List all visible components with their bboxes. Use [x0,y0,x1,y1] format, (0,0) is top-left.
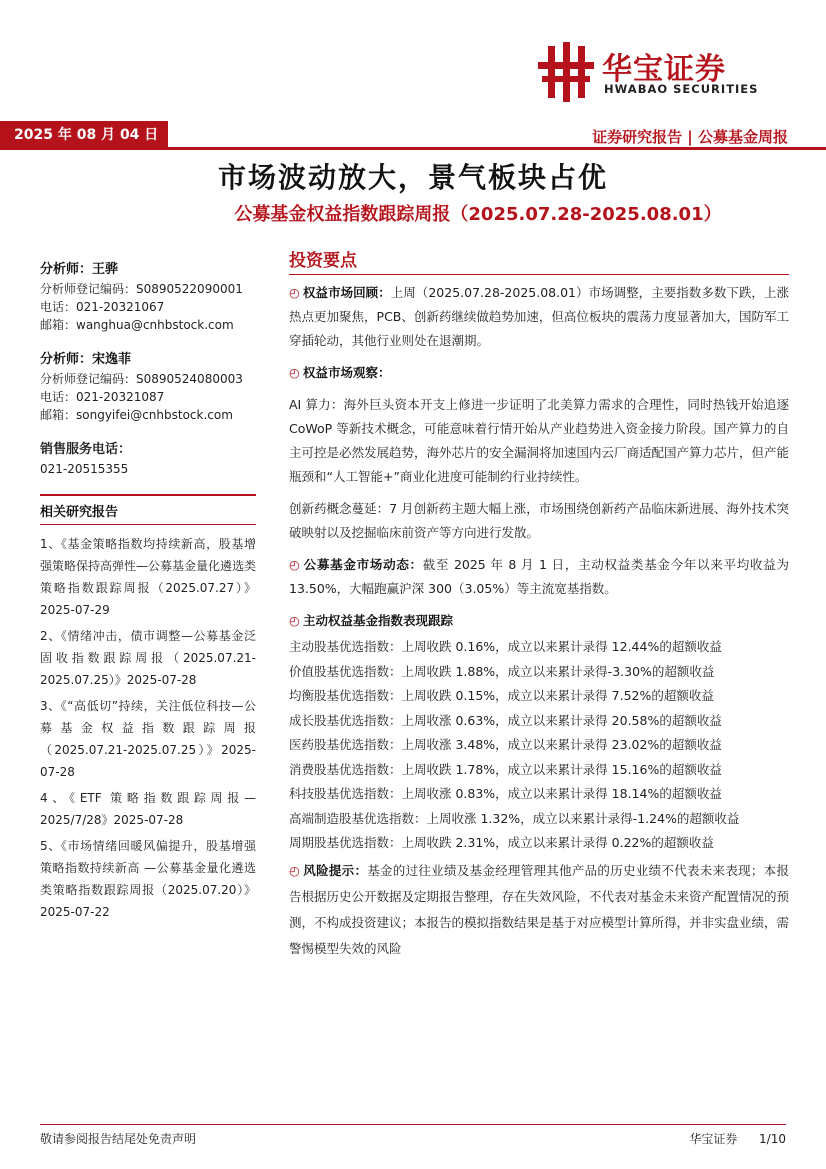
clock-bullet-icon: ◴ [289,862,300,878]
index-perf-row: 价值股基优选指数：上周收跌 1.88%，成立以来累计录得-3.30%的超额收益 [289,663,715,679]
related-report-item: 4、《ETF 策略指数跟踪周报—2025/7/28》2025-07-28 [40,791,256,827]
report-type: 证券研究报告 | 公募基金周报 [592,128,788,146]
analyst-email: 邮箱：wanghua@cnhbstock.com [40,318,234,332]
fund-market-text: 截至 2025 年 8 月 1 日，主动权益类基金今年以来平均收益为 13.50%，大幅跑赢沪深 300（3.05%）等主流宽基指数。 [289,557,789,596]
index-perf-row: 科技股基优选指数：上周收涨 0.83%，成立以来累计录得 18.14%的超额收益 [289,786,722,801]
risk-lead: 风险提示： [303,862,368,878]
index-perf-row: 成长股基优选指数：上周收涨 0.63%，成立以来累计录得 20.58%的超额收益 [289,712,722,728]
index-perf-row: 周期股基优选指数：上周收跌 2.31%，成立以来累计录得 0.22%的超额收益 [289,835,714,850]
page-number: 1/10 [759,1132,786,1146]
observe-pharma: 创新药概念蔓延：7 月创新药主题大幅上涨，市场围绕创新药产品临床新进展、海外技术突破映射以及挖掘临床前资产等方向进行发散。 [289,501,789,540]
sales-label: 销售服务电话： [40,442,132,457]
analyst-card [40,258,256,334]
section-title: 投资要点 [289,246,789,275]
index-perf-row: 医药股基优选指数：上周收涨 3.48%，成立以来累计录得 23.02%的超额收益 [289,737,722,752]
index-perf-row: 高端制造股基优选指数：上周收涨 1.32%，成立以来累计录得-1.24%的超额收益 [289,810,740,826]
related-report-item: 2、《情绪冲击，债市调整—公募基金泛固收指数跟踪周报（2025.07.21-2025.07.25）》2025-07-28 [40,629,256,687]
index-perf-heading [289,609,789,633]
footer-rule [40,1124,786,1125]
footer-company: 华宝证券 [689,1132,738,1146]
fund-market-dynamics [289,553,789,601]
index-perf-row: 消费股基优选指数：上周收跌 1.78%，成立以来累计录得 15.16%的超额收益 [289,761,722,777]
related-report-item: 5、《市场情绪回暖风偏提升，股基增强策略指数持续新高 —公募基金量化遴选类策略指数跟踪周报（2025.07.20）》2025-07-22 [40,839,256,919]
related-reports-heading: 相关研究报告 [40,494,256,525]
logo-name-cn: 华宝证券 [602,52,726,87]
analyst-email: 邮箱：songyifei@cnhbstock.com [40,408,233,422]
related-reports-list [40,533,256,923]
analyst-reg: 分析师登记编码：S0890522090001 [40,282,243,296]
index-perf-row: 主动股基优选指数：上周收跌 0.16%，成立以来累计录得 12.44%的超额收益 [289,639,722,654]
clock-bullet-icon: ◴ [289,613,300,628]
page-subtitle: 公募基金权益指数跟踪周报（2025.07.28-2025.08.01） [234,204,722,225]
footer-disclaimer: 敬请参阅报告结尾处免责声明 [40,1132,197,1146]
analyst-card [40,348,256,424]
sales-phone: 021-20515355 [40,462,129,476]
related-report-item: 1、《基金策略指数均持续新高，股基增强策略保持高弹性—公募基金量化遴选类策略指数跟踪周报（2025.07.27）》2025-07-29 [40,537,257,617]
market-review [289,281,789,353]
analyst-name: 分析师：宋逸菲 [40,352,132,367]
clock-bullet-icon: ◴ [289,365,300,380]
analyst-phone: 电话：021-20321067 [40,300,165,314]
index-perf-list [289,635,789,856]
analyst-reg: 分析师登记编码：S0890524080003 [40,372,243,386]
hwabao-logo-icon [538,42,594,102]
analyst-name: 分析师：王骅 [40,262,119,277]
main-content [289,246,789,962]
clock-bullet-icon: ◴ [289,285,300,300]
review-text: 上周（2025.07.28-2025.08.01）市场调整，主要指数多数下跌，上涨热点更加聚焦，PCB、创新药继续做趋势加速，但高位板块的震荡力度显著加大，国防军工穿插轮动，其他行业则处在退潮期。 [289,285,789,348]
clock-bullet-icon: ◴ [289,557,300,572]
logo-name-en: HWABAO SECURITIES [604,82,759,96]
header-bar [0,121,826,151]
review-lead: 权益市场回顾： [303,285,391,300]
page-title: 市场波动放大，景气板块占优 [217,161,608,194]
index-perf-lead: 主动权益基金指数表现跟踪 [303,613,454,628]
risk-text: 基金的过往业绩及基金经理管理其他产品的历史业绩不代表未来表现；本报告根据历史公开数据及定期报告整理，存在失效风险，不代表对基金未来资产配置情况的预测，不构成投资建议；本报告的模拟指数结果是基于对应模型计算所得，并非实盘业绩，需警惕模型失效的风险 [289,862,790,956]
related-report-item: 3、《“高低切”持续，关注低位科技—公募基金权益指数跟踪周报（2025.07.21-2025.07.25）》2025-07-28 [40,699,256,779]
observe-lead: 权益市场观察： [303,365,391,380]
analyst-phone: 电话：021-20321087 [40,390,165,404]
brand-logo [538,42,778,102]
index-perf-row: 均衡股基优选指数：上周收跌 0.15%，成立以来累计录得 7.52%的超额收益 [289,688,714,703]
footer-page-info [689,1130,786,1147]
report-date: 2025 年 08 月 04 日 [0,121,168,149]
risk-warning [289,858,789,962]
sidebar [40,258,256,927]
observe-ai: AI 算力：海外巨头资本开支上修进一步证明了北美算力需求的合理性，同时热钱开始追逐 CoWoP 等新技术概念，可能意味着行情开始从产业趋势进入资金接力阶段。国产算力的自主可控是必然发展趋势，海外芯片的安全漏洞将加速国内云厂商适配国产算力芯片，但产能瓶颈和“人工智能+”商业化进度可能制约行业持续性。 [289,397,790,484]
market-observe-heading [289,361,789,385]
fund-market-lead: 公募基金市场动态： [303,557,423,572]
